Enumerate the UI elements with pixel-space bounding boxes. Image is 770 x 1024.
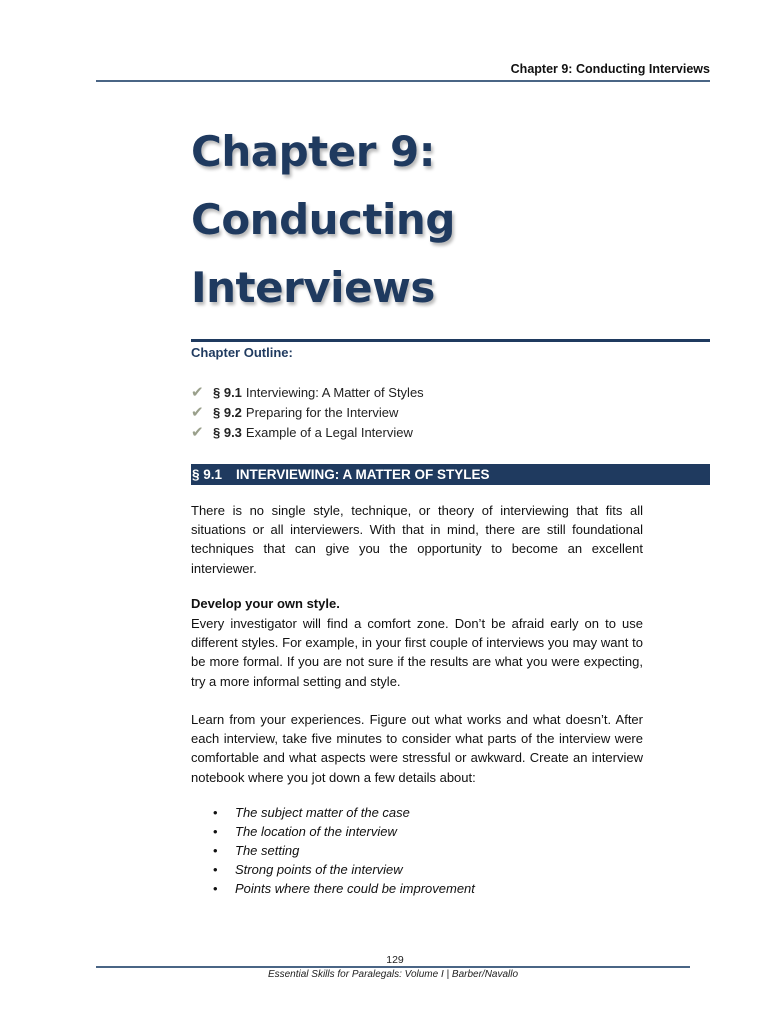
bullet-item	[213, 803, 475, 822]
bullet-item	[213, 879, 475, 898]
intro-paragraph: There is no single style, technique, or theory of interviewing that fits all situations or all interviewers. With that in mind, there are still foundational techniques that can give you the opportunity to become an excellent interviewer.	[191, 503, 643, 576]
outline-item-text: Example of a Legal Interview	[245, 424, 413, 440]
section-heading-bar	[191, 464, 710, 485]
body-paragraph: Every investigator will find a comfort zone. Don’t be afraid early on to use different styles. For example, in your first couple of interviews you may want to be more formal. If you are not sure if the results are what you were expecting, try a more informal setting and style.	[191, 616, 643, 689]
bullet-icon: •	[213, 862, 218, 877]
outline-divider	[191, 339, 710, 342]
section-title: INTERVIEWING: A MATTER OF STYLES	[236, 467, 490, 482]
bullet-text: The location of the interview	[235, 824, 397, 839]
header-divider	[96, 80, 710, 82]
outline-item-number: § 9.1	[213, 384, 242, 400]
outline-item-number: § 9.2	[213, 404, 242, 420]
chapter-title-line: Chapter 9:	[191, 127, 436, 176]
checkmark-icon: ✔	[191, 404, 204, 421]
bullet-item	[213, 841, 475, 860]
bullet-text: The subject matter of the case	[235, 805, 410, 820]
checkmark-icon: ✔	[191, 424, 204, 441]
bullet-icon: •	[213, 843, 218, 858]
bullet-list	[213, 803, 475, 898]
outline-item-number: § 9.3	[213, 424, 242, 440]
running-header: Chapter 9: Conducting Interviews	[510, 62, 710, 76]
section-number: § 9.1	[192, 467, 223, 482]
bullet-text: Points where there could be improvement	[235, 881, 475, 896]
outline-item-text: Interviewing: A Matter of Styles	[245, 384, 424, 400]
bullet-item	[213, 860, 475, 879]
page-number: 129	[386, 954, 404, 966]
outline-item-text: Preparing for the Interview	[245, 404, 399, 420]
outline-heading: Chapter Outline:	[191, 345, 293, 360]
bullet-icon: •	[213, 824, 218, 839]
outline-item	[191, 402, 424, 422]
bullet-icon: •	[213, 881, 218, 896]
outline-item	[191, 382, 424, 402]
outline-item	[191, 422, 424, 442]
chapter-title-line: Interviews	[191, 263, 435, 312]
chapter-title	[191, 118, 611, 322]
bullet-icon: •	[213, 805, 218, 820]
checkmark-icon: ✔	[191, 384, 204, 401]
chapter-title-line: Conducting	[191, 195, 455, 244]
subheading: Develop your own style.	[191, 596, 340, 611]
outline-list	[191, 382, 424, 442]
bullet-text: The setting	[235, 843, 300, 858]
bullet-text: Strong points of the interview	[235, 862, 403, 877]
bullet-item	[213, 822, 475, 841]
body-paragraph: Learn from your experiences. Figure out what works and what doesn’t. After each interview, take five minutes to consider what parts of the interview were comfortable and what aspects were stressful or awkward. Create an interview notebook where you jot down a few details about:	[191, 712, 643, 785]
footer-text: Essential Skills for Paralegals: Volume I | Barber/Navallo	[267, 969, 519, 980]
footer-divider	[96, 966, 690, 968]
